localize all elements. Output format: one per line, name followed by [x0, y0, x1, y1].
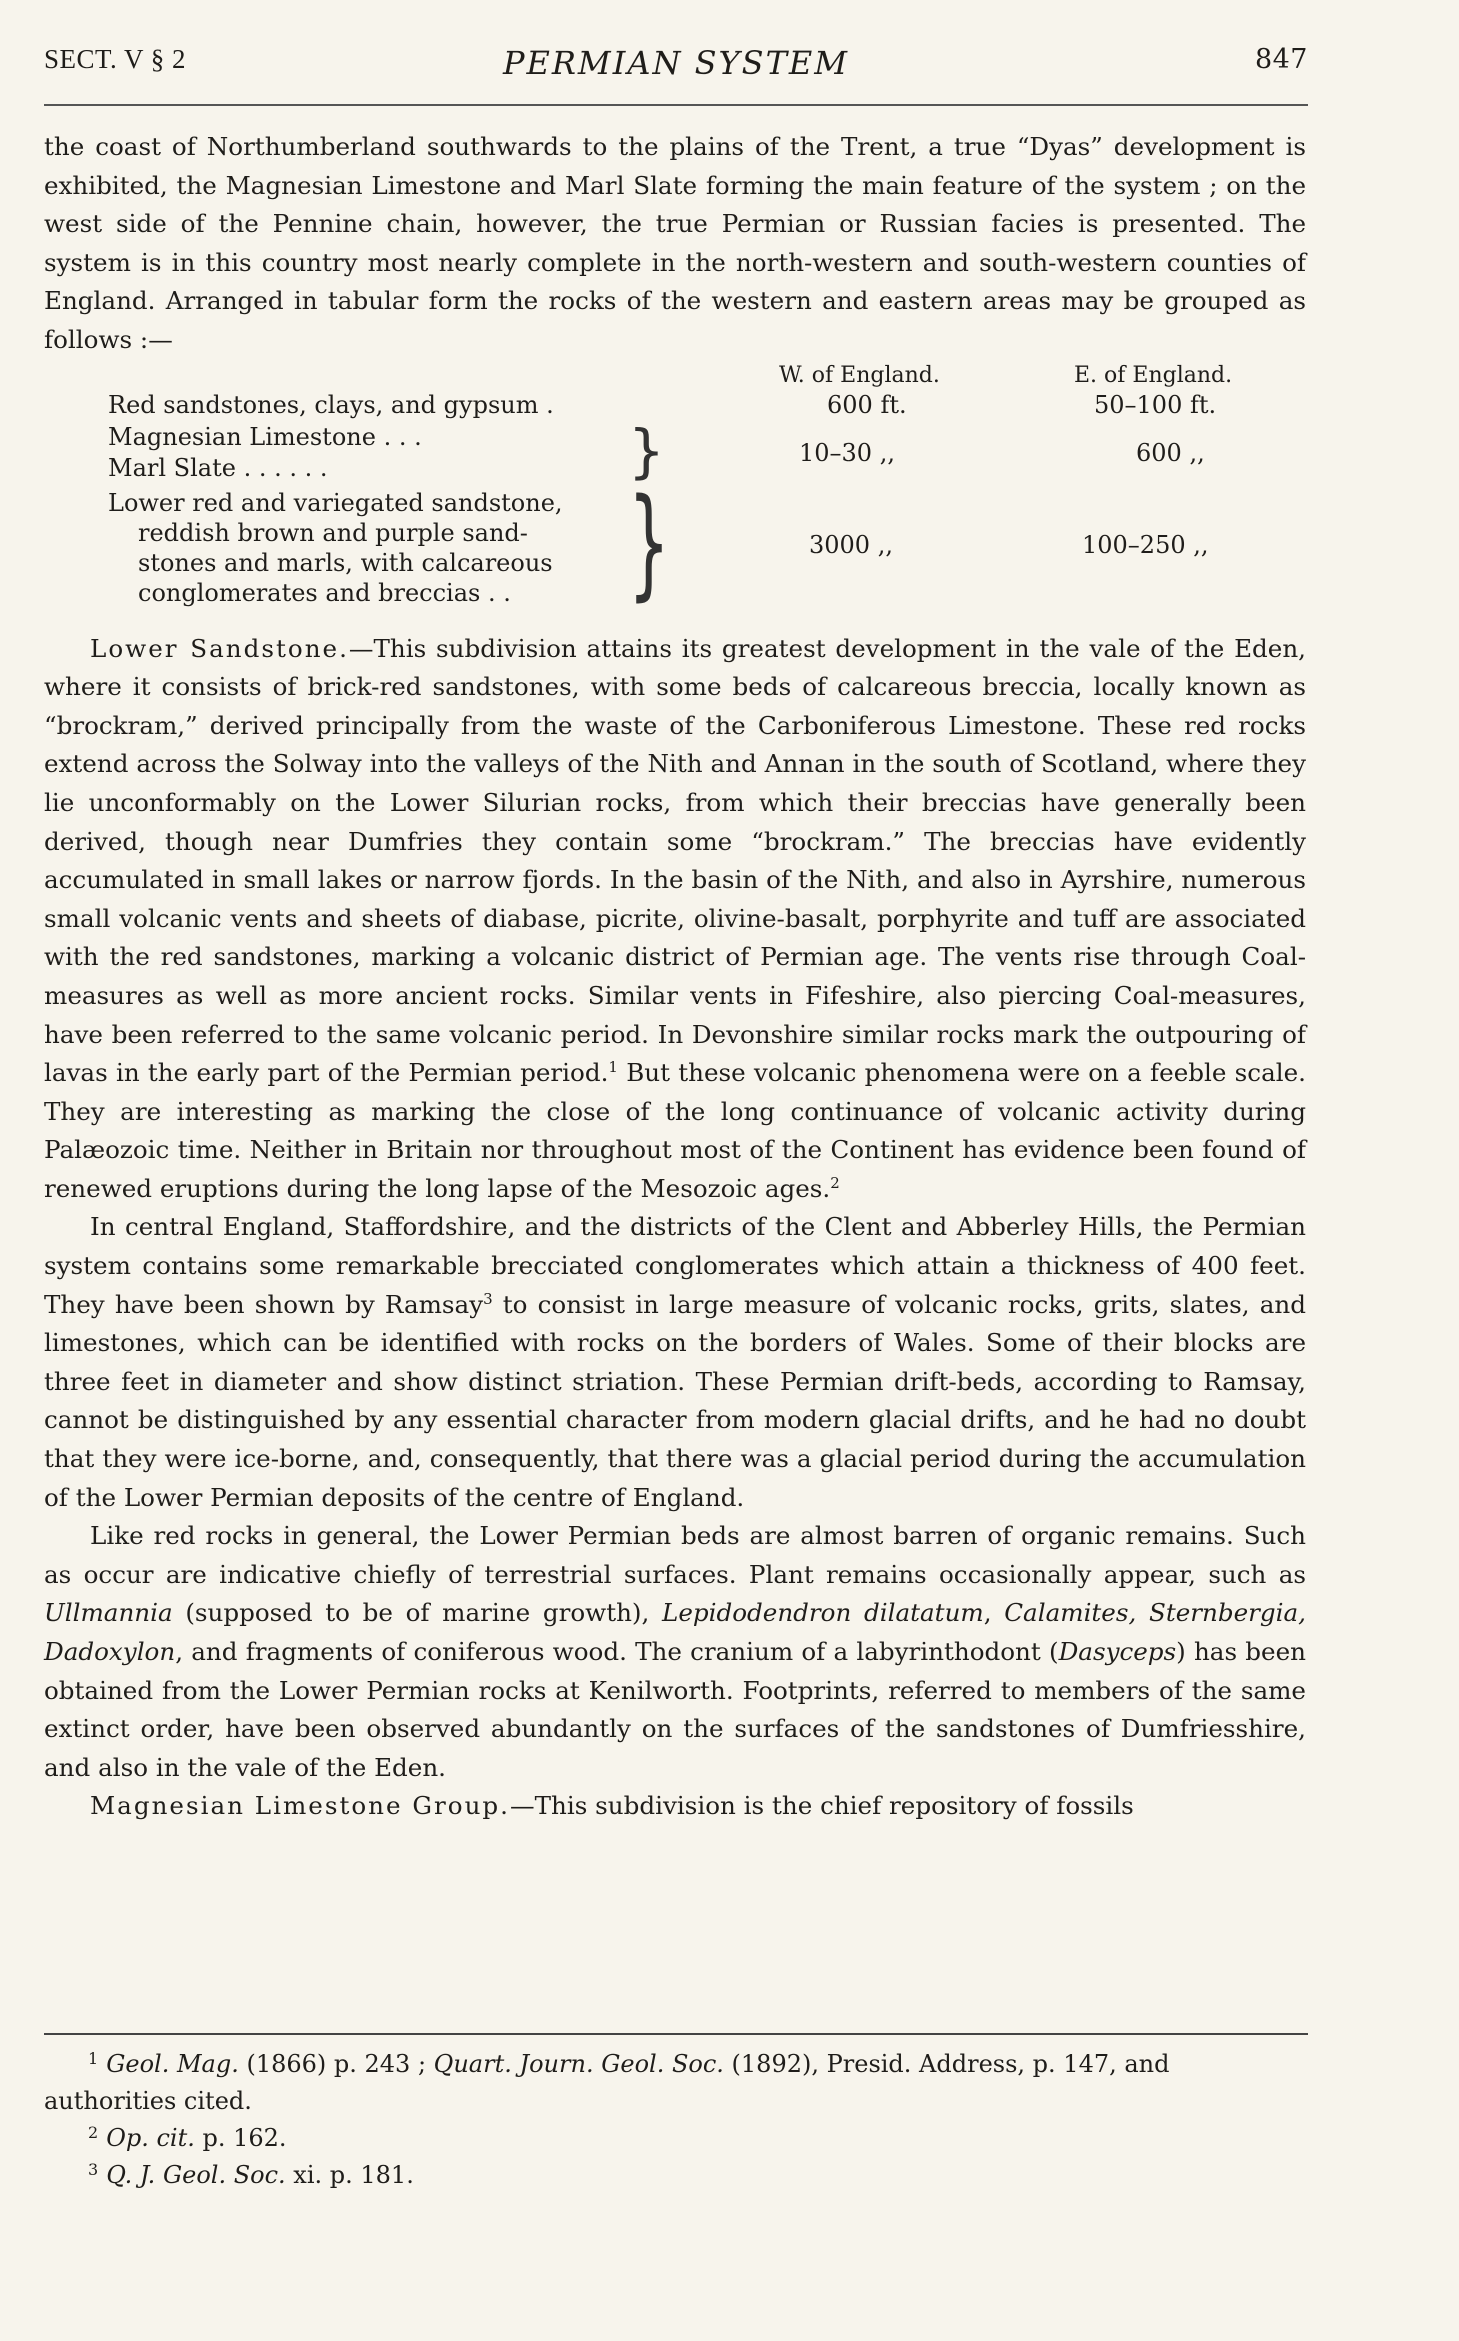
row-label: Lower red and variegated sandstone, — [108, 488, 563, 517]
footnote: $^2$ Op. cit. p. 162. — [88, 2123, 287, 2152]
column-head-west: W. of England. — [779, 362, 940, 388]
magnesian-paragraph: Magnesian Limestone Group.—This subdivision is the chief repository of fossils — [90, 1791, 1134, 1821]
taxon-name: Ullmannia — [44, 1598, 173, 1628]
taxon-name: Lepidodendron dilatatum — [662, 1598, 984, 1628]
row-label: Marl Slate . . . . . . — [108, 453, 328, 482]
lower-sandstone-heading: Lower Sandstone. — [90, 633, 349, 663]
central-england-paragraph: In central England, Staffordshire, and the districts of the Clent and Abberley Hills, the Permian system contains some remarkable brecciated conglomerates which attain a thickness of 400 feet. They have been shown by Ramsay$^3$ to consist in large measure of volcanic rocks, grits, slates, and limestones, which can be identified with rocks on the borders of Wales. Some of their blocks are three feet in diameter and show distinct striation. These Permian drift-beds, according to Ramsay, cannot be distinguished by any essential character from modern glacial drifts, and he had no doubt that they were ice-borne, and, consequently, that there was a glacial period during the accumulation of the Lower Permian deposits of the centre of England. — [44, 1212, 1306, 1512]
footnote-ref[interactable]: 1 — [608, 1058, 618, 1077]
west-value: 10–30 ,, — [799, 438, 895, 467]
east-value: 600 ,, — [1136, 438, 1205, 467]
magnesian-heading: Magnesian Limestone Group. — [90, 1791, 510, 1821]
running-title: PERMIAN SYSTEM — [502, 44, 850, 82]
page-number: 847 — [1254, 44, 1308, 75]
west-value: 3000 ,, — [809, 530, 893, 559]
organic-remains-paragraph: Like red rocks in general, the Lower Permian beds are almost barren of organic remains. Such as occur are indicative chiefly of terrestrial surfaces. Plant remains occasionally appear, such as Ullmannia (supposed to be of marine growth), Lepidodendron dilatatum, Calamites, Sternbergia, Dadoxylon, and fragments of coniferous wood. The cranium of a labyrinthodont (Dasyceps) has been obtained from the Lower Permian rocks at Kenilworth. Footprints, referred to members of the same extinct order, have been observed abundantly on the surfaces of the sandstones of Dumfriesshire, and also in the vale of the Eden. — [44, 1521, 1307, 1782]
running-header — [44, 44, 1308, 90]
column-head-east: E. of England. — [1074, 362, 1233, 388]
lower-sandstone-paragraph: Lower Sandstone.—This subdivision attains its greatest development in the vale of the Eden, where it consists of brick-red sandstones, with some beds of calcareous breccia, locally known as “brockram,” derived principally from the waste of the Carboniferous Limestone. These red rocks extend across the Solway into the valleys of the Nith and Annan in the south of Scotland, where they lie unconformably on the Lower Silurian rocks, from which their breccias have generally been derived, though near Dumfries they contain some “brockram.” The breccias have evidently accumulated in small lakes or narrow fjords. In the basin of the Nith, and also in Ayrshire, numerous small volcanic vents and sheets of diabase, picrite, olivine-basalt, porphyrite and tuff are associated with the red sandstones, marking a volcanic district of Permian age. The vents rise through Coal-measures as well as more ancient rocks. Similar vents in Fifeshire, also piercing Coal-measures, have been referred to the same volcanic period. In Devonshire similar rocks mark the outpouring of lavas in the early part of the Permian period.$^1$ But these volcanic phenomena were on a feeble scale. They are interesting as marking the close of the long continuance of volcanic activity during Palæozoic time. Neither in Britain nor throughout most of the Continent has evidence been found of renewed eruptions during the long lapse of the Mesozoic ages.$^2$ — [44, 633, 1306, 1203]
west-value: 600 ft. — [827, 390, 907, 419]
taxon-name: Dasyceps — [1058, 1637, 1177, 1666]
brace-icon: } — [628, 473, 670, 613]
footnote: $^3$ Q. J. Geol. Soc. xi. p. 181. — [88, 2160, 414, 2189]
row-label: Red sandstones, clays, and gypsum . — [108, 390, 554, 419]
intro-paragraph: the coast of Northumberland southwards to the plains of the Trent, a true “Dyas” development is exhibited, the Magnesian Limestone and Marl Slate forming the main feature of the system ; on the west side of the Pennine chain, however, the true Permian or Russian facies is presented. The system is in this country most nearly complete in the north-western and south-western counties of England. Arranged in tabular form the rocks of the western and eastern areas may be grouped as follows :— — [44, 132, 1306, 354]
footnote-ref[interactable]: 2 — [830, 1173, 840, 1192]
row-label: Magnesian Limestone . . . — [108, 422, 422, 451]
main-text — [44, 128, 1306, 1826]
header-rule — [44, 104, 1308, 106]
brace-icon: } — [628, 416, 665, 485]
east-value: 50–100 ft. — [1094, 390, 1217, 419]
rock-table — [44, 360, 1306, 630]
row-label: conglomerates and breccias . . — [138, 578, 511, 607]
footnote: $^1$ Geol. Mag. (1866) p. 243 ; Quart. Journ. Geol. Soc. (1892), Presid. Address, p. 147, and authorities cited. — [44, 2049, 1170, 2115]
row-label: stones and marls, with calcareous — [138, 548, 553, 577]
footnotes — [44, 2046, 1306, 2194]
footnote-rule — [44, 2033, 1308, 2035]
east-value: 100–250 ,, — [1082, 530, 1209, 559]
taxon-name: Calamites, Sternbergia, Dadoxylon — [44, 1598, 1307, 1666]
footnote-ref[interactable]: 3 — [483, 1289, 493, 1308]
row-label: reddish brown and purple sand- — [138, 518, 528, 547]
section-reference: SECT. V § 2 — [44, 44, 187, 74]
